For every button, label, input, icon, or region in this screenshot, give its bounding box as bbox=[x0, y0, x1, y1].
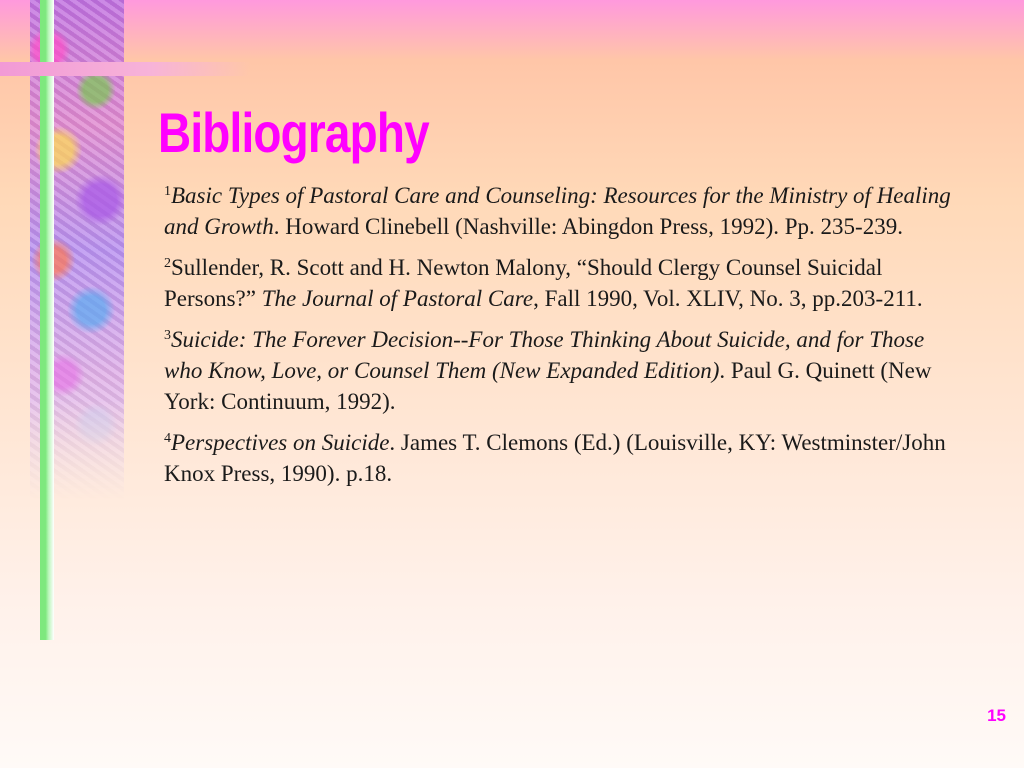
reference-4 bbox=[164, 427, 964, 489]
vertical-accent-bar bbox=[40, 0, 54, 640]
reference-title: Basic Types of Pastoral Care and Counseling: Resources for the Ministry of Healing and Growth bbox=[164, 183, 951, 239]
reference-details: . James T. Clemons (Ed.) (Louisville, KY: Westminster/John Knox Press, 1990). p.18. bbox=[164, 430, 946, 486]
reference-1 bbox=[164, 180, 964, 242]
footnote-number: 4 bbox=[164, 431, 171, 446]
reference-authors: Sullender, R. Scott and H. Newton Malony, “Should Clergy Counsel Suicidal Persons?” bbox=[164, 255, 883, 311]
reference-2 bbox=[164, 252, 964, 314]
footnote-number: 2 bbox=[164, 256, 171, 271]
footnote-number: 3 bbox=[164, 328, 171, 343]
reference-title: Perspectives on Suicide bbox=[171, 430, 390, 455]
slide-title: Bibliography bbox=[158, 101, 429, 164]
footnote-number: 1 bbox=[164, 184, 171, 199]
reference-details: , Fall 1990, Vol. XLIV, No. 3, pp.203-211. bbox=[533, 286, 923, 311]
horizontal-accent-bar bbox=[0, 62, 250, 76]
page-number: 15 bbox=[987, 706, 1006, 725]
reference-title: Suicide: The Forever Decision--For Those Thinking About Suicide, and for Those who Know, Love, or Counsel Them (New Expanded Edition) bbox=[164, 327, 925, 383]
reference-title: The Journal of Pastoral Care bbox=[261, 286, 534, 311]
reference-details: . Paul G. Quinett (New York: Continuum, 1992). bbox=[164, 358, 932, 414]
reference-details: . Howard Clinebell (Nashville: Abingdon Press, 1992). Pp. 235-239. bbox=[273, 214, 903, 239]
reference-3 bbox=[164, 324, 964, 417]
reference-list bbox=[164, 180, 964, 499]
